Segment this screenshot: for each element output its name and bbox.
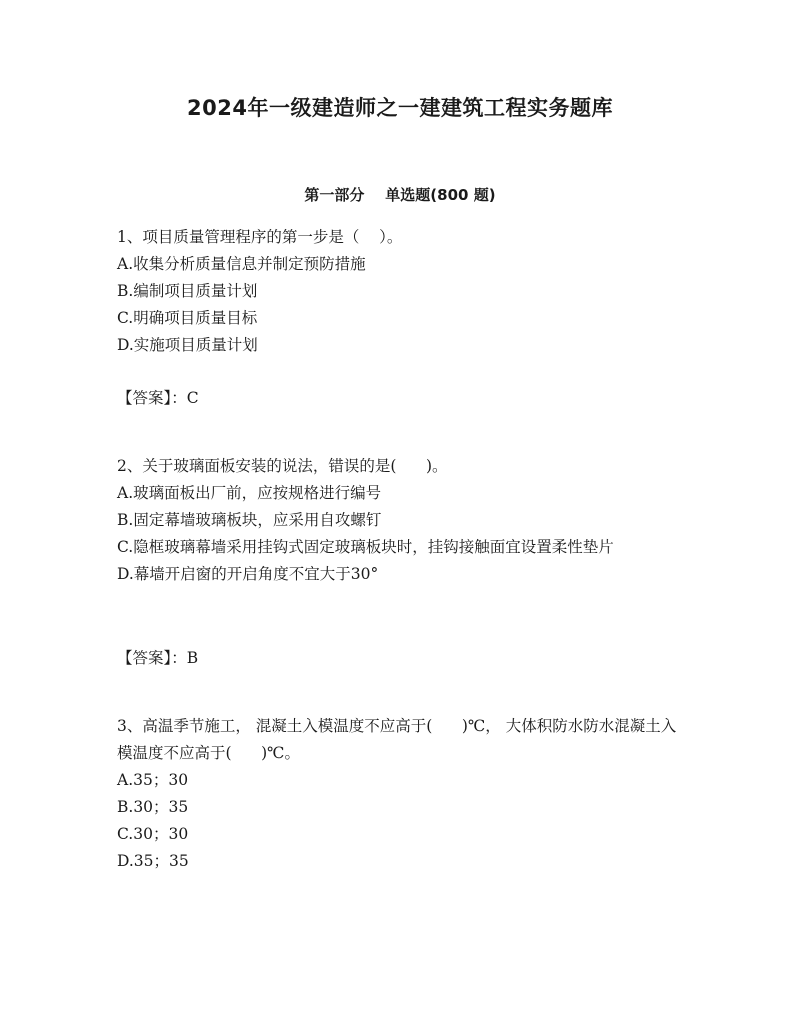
- option-a: A.收集分析质量信息并制定预防措施: [117, 255, 366, 273]
- question-2: [117, 453, 677, 588]
- option-b: B.固定幕墙玻璃板块，应采用自攻螺钉: [117, 511, 382, 529]
- question-stem: 3、高温季节施工， 混凝土入模温度不应高于( )℃， 大体积防水防水混凝土入模温度不应高于( )℃。: [117, 717, 677, 762]
- option-d: D.35；35: [117, 852, 189, 870]
- answer-1: 【答案】：C: [117, 389, 199, 407]
- option-d: D.幕墙开启窗的开启角度不宜大于30°: [117, 565, 379, 583]
- option-c: C.30；30: [117, 825, 189, 843]
- option-c: C.明确项目质量目标: [117, 309, 258, 327]
- option-a: A.玻璃面板出厂前，应按规格进行编号: [117, 484, 382, 502]
- section-title: 第一部分 单选题(800 题): [304, 186, 496, 204]
- question-stem: 1、项目质量管理程序的第一步是（ ）。: [117, 228, 403, 246]
- option-b: B.编制项目质量计划: [117, 282, 258, 300]
- page-title: 2024年一级建造师之一建建筑工程实务题库: [187, 96, 613, 120]
- option-b: B.30；35: [117, 798, 189, 816]
- option-c: C.隐框玻璃幕墙采用挂钩式固定玻璃板块时，挂钩接触面宜设置柔性垫片: [117, 538, 614, 556]
- option-d: D.实施项目质量计划: [117, 336, 258, 354]
- question-1: [117, 224, 677, 359]
- answer-2: 【答案】：B: [117, 649, 199, 667]
- question-3: [117, 713, 677, 875]
- option-a: A.35；30: [117, 771, 189, 789]
- question-stem: 2、关于玻璃面板安装的说法，错误的是( )。: [117, 457, 448, 475]
